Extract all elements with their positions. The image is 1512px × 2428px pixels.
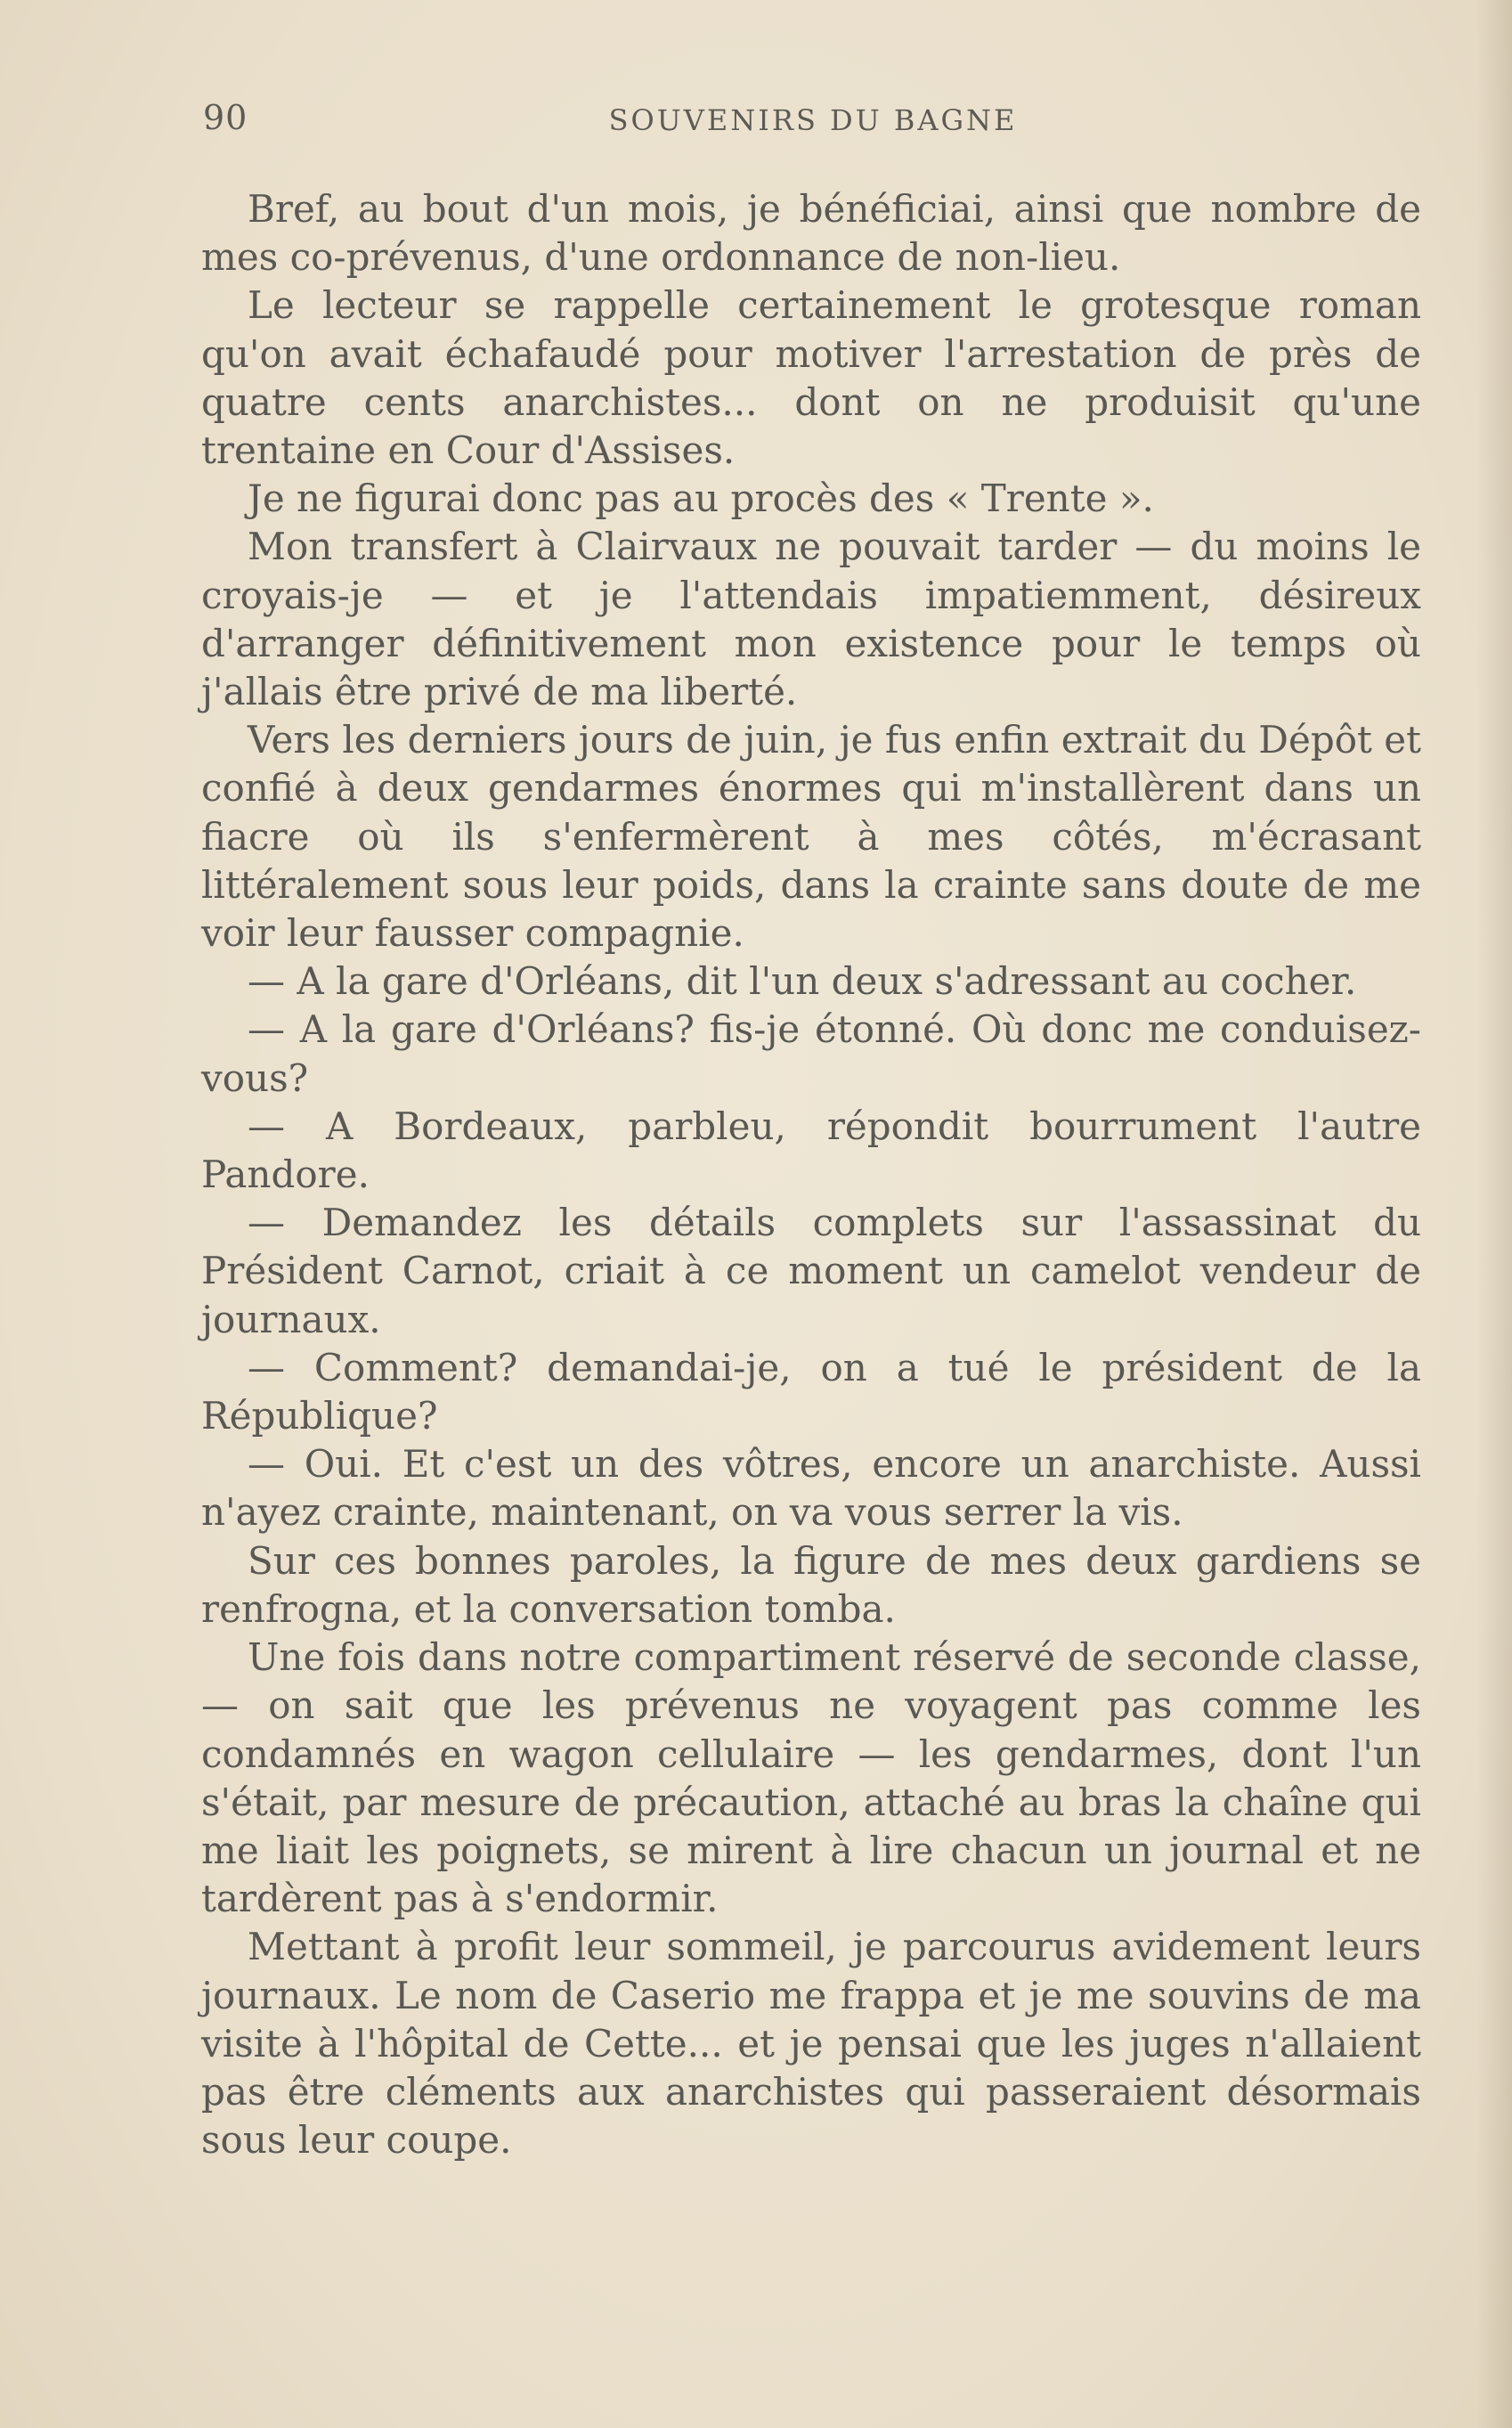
- paragraph: Le lecteur se rappelle certainement le grotesque roman qu'on avait échafaudé pour motiver l'arrestation de près de quatre cents anarchistes... dont on ne produisit qu'une trentaine en Cour d'Assises.: [201, 283, 1421, 473]
- paragraph: Mon transfert à Clairvaux ne pouvait tarder — du moins le croyais-je — et je l'attendais impatiemment, désireux d'arranger définitivement mon existence pour le temps où j'allais être privé de ma liberté.: [201, 525, 1421, 714]
- paragraph: Bref, au bout d'un mois, je bénéficiai, ainsi que nombre de mes co-prévenus, d'une ordonnance de non-lieu.: [201, 187, 1421, 280]
- paragraph: Je ne figurai donc pas au procès des « Trente ».: [248, 477, 1154, 521]
- running-title: SOUVENIRS DU BAGNE: [608, 103, 1018, 137]
- paragraph: — A la gare d'Orléans? fis-je étonné. Où donc me conduisez-vous?: [201, 1007, 1421, 1100]
- paragraph: Une fois dans notre compartiment réservé de seconde classe, — on sait que les prévenus ne voyagent pas comme les condamnés en wagon cellulaire — les gendarmes, dont l'un s'était, par mesure de précaution, attaché au bras la chaîne qui me liait les poignets, se mirent à lire chacun un journal et ne tardèrent pas à s'endormir.: [201, 1635, 1421, 1921]
- paragraph: — Comment? demandai-je, on a tué le président de la République?: [201, 1345, 1421, 1438]
- body-text: [201, 185, 1421, 2164]
- paragraph: — A Bordeaux, parbleu, répondit bourrument l'autre Pandore.: [201, 1104, 1421, 1197]
- page-edge-shadow: [1476, 0, 1512, 2428]
- paragraph: Sur ces bonnes paroles, la figure de mes deux gardiens se renfrogna, et la conversation tomba.: [201, 1538, 1421, 1631]
- paragraph: Mettant à profit leur sommeil, je parcourus avidement leurs journaux. Le nom de Caserio me frappa et je me souvins de ma visite à l'hôpital de Cette... et je pensai que les juges n'allaient pas être cléments aux anarchistes qui passeraient désormais sous leur coupe.: [201, 1925, 1421, 2163]
- paragraph: — A la gare d'Orléans, dit l'un deux s'adressant au cocher.: [248, 959, 1357, 1004]
- paragraph: — Oui. Et c'est un des vôtres, encore un anarchiste. Aussi n'ayez crainte, maintenant, on va vous serrer la vis.: [201, 1442, 1421, 1535]
- page-header: [203, 98, 1423, 143]
- paragraph: Vers les derniers jours de juin, je fus enfin extrait du Dépôt et confié à deux gendarmes énormes qui m'installèrent dans un fiacre où ils s'enfermèrent à mes côtés, m'écrasant littéralement sous leur poids, dans la crainte sans doute de me voir leur fausser compagnie.: [201, 718, 1421, 956]
- page-number: 90: [203, 98, 248, 137]
- paragraph: — Demandez les détails complets sur l'assassinat du Président Carnot, criait à ce moment un camelot vendeur de journaux.: [201, 1201, 1421, 1341]
